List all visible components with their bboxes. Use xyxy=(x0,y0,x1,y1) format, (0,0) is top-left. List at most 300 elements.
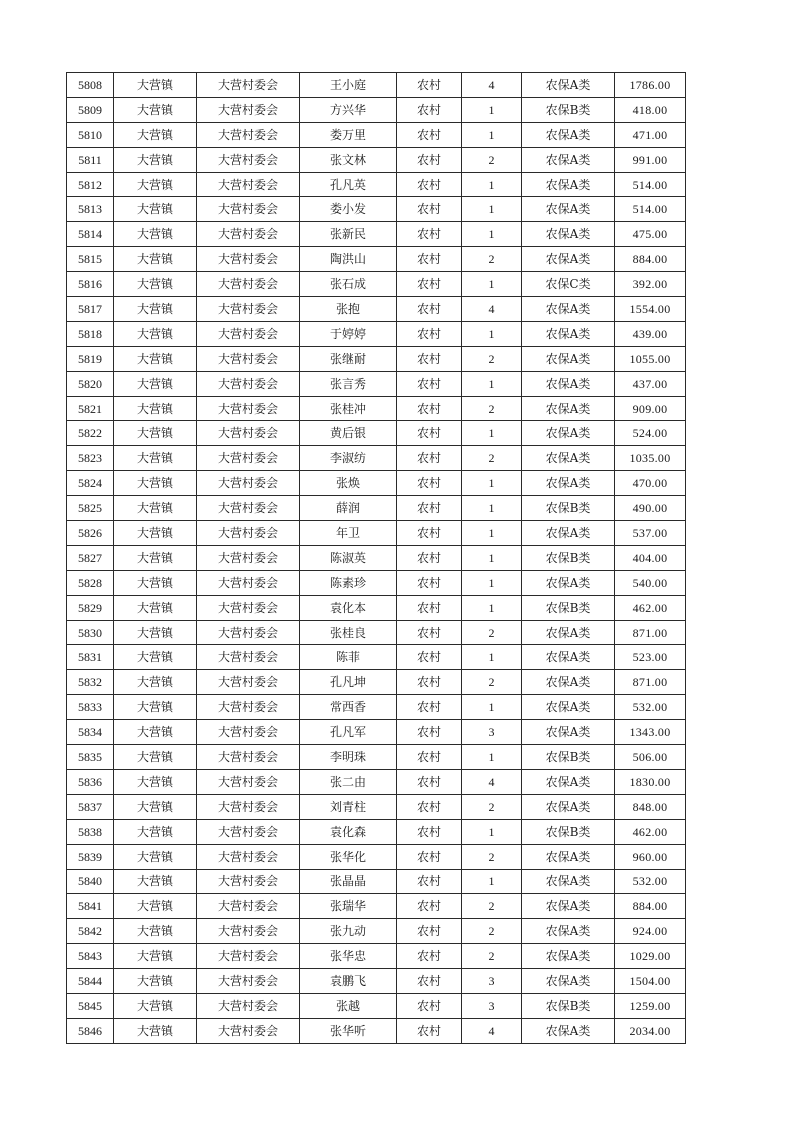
insurance-class-cell: 农保B类 xyxy=(522,819,615,844)
town-cell: 大营镇 xyxy=(114,197,197,222)
town-cell: 大营镇 xyxy=(114,620,197,645)
village-committee-cell: 大营村委会 xyxy=(197,97,300,122)
row-id-cell: 5827 xyxy=(67,545,114,570)
table-row xyxy=(67,819,686,844)
village-committee-cell: 大营村委会 xyxy=(197,595,300,620)
table-row xyxy=(67,745,686,770)
table-row xyxy=(67,247,686,272)
town-cell: 大营镇 xyxy=(114,794,197,819)
household-type-cell: 农村 xyxy=(397,645,462,670)
insurance-class-cell: 农保B类 xyxy=(522,496,615,521)
name-cell: 孔凡坤 xyxy=(300,670,397,695)
town-cell: 大营镇 xyxy=(114,371,197,396)
household-type-cell: 农村 xyxy=(397,222,462,247)
person-count-cell: 2 xyxy=(462,346,522,371)
table-row xyxy=(67,346,686,371)
town-cell: 大营镇 xyxy=(114,321,197,346)
household-type-cell: 农村 xyxy=(397,869,462,894)
household-type-cell: 农村 xyxy=(397,794,462,819)
table-row xyxy=(67,919,686,944)
name-cell: 袁化森 xyxy=(300,819,397,844)
row-id-cell: 5840 xyxy=(67,869,114,894)
household-type-cell: 农村 xyxy=(397,969,462,994)
person-count-cell: 4 xyxy=(462,1018,522,1043)
town-cell: 大营镇 xyxy=(114,446,197,471)
row-id-cell: 5826 xyxy=(67,521,114,546)
amount-cell: 514.00 xyxy=(615,197,686,222)
household-type-cell: 农村 xyxy=(397,844,462,869)
town-cell: 大营镇 xyxy=(114,97,197,122)
village-committee-cell: 大营村委会 xyxy=(197,993,300,1018)
row-id-cell: 5830 xyxy=(67,620,114,645)
village-committee-cell: 大营村委会 xyxy=(197,197,300,222)
village-committee-cell: 大营村委会 xyxy=(197,421,300,446)
household-type-cell: 农村 xyxy=(397,745,462,770)
village-committee-cell: 大营村委会 xyxy=(197,819,300,844)
insurance-class-cell: 农保A类 xyxy=(522,346,615,371)
household-type-cell: 农村 xyxy=(397,819,462,844)
amount-cell: 418.00 xyxy=(615,97,686,122)
town-cell: 大营镇 xyxy=(114,471,197,496)
name-cell: 陈淑英 xyxy=(300,545,397,570)
table-row xyxy=(67,222,686,247)
name-cell: 张华化 xyxy=(300,844,397,869)
row-id-cell: 5821 xyxy=(67,396,114,421)
household-type-cell: 农村 xyxy=(397,346,462,371)
village-committee-cell: 大营村委会 xyxy=(197,446,300,471)
insurance-class-cell: 农保A类 xyxy=(522,894,615,919)
amount-cell: 1055.00 xyxy=(615,346,686,371)
village-committee-cell: 大营村委会 xyxy=(197,894,300,919)
town-cell: 大营镇 xyxy=(114,720,197,745)
village-committee-cell: 大营村委会 xyxy=(197,969,300,994)
town-cell: 大营镇 xyxy=(114,745,197,770)
table-row xyxy=(67,794,686,819)
village-committee-cell: 大营村委会 xyxy=(197,73,300,98)
insurance-class-cell: 农保B类 xyxy=(522,595,615,620)
insurance-class-cell: 农保A类 xyxy=(522,645,615,670)
insurance-class-cell: 农保A类 xyxy=(522,869,615,894)
village-committee-cell: 大营村委会 xyxy=(197,371,300,396)
person-count-cell: 1 xyxy=(462,421,522,446)
table-row xyxy=(67,944,686,969)
household-type-cell: 农村 xyxy=(397,446,462,471)
insurance-class-cell: 农保A类 xyxy=(522,396,615,421)
table-row xyxy=(67,570,686,595)
name-cell: 张焕 xyxy=(300,471,397,496)
name-cell: 袁鹏飞 xyxy=(300,969,397,994)
amount-cell: 909.00 xyxy=(615,396,686,421)
person-count-cell: 2 xyxy=(462,894,522,919)
insurance-class-cell: 农保A类 xyxy=(522,919,615,944)
amount-cell: 514.00 xyxy=(615,172,686,197)
household-type-cell: 农村 xyxy=(397,695,462,720)
amount-cell: 540.00 xyxy=(615,570,686,595)
person-count-cell: 3 xyxy=(462,969,522,994)
name-cell: 李明珠 xyxy=(300,745,397,770)
person-count-cell: 2 xyxy=(462,396,522,421)
amount-cell: 884.00 xyxy=(615,247,686,272)
table-row xyxy=(67,695,686,720)
household-type-cell: 农村 xyxy=(397,944,462,969)
row-id-cell: 5833 xyxy=(67,695,114,720)
person-count-cell: 2 xyxy=(462,620,522,645)
amount-cell: 871.00 xyxy=(615,620,686,645)
insurance-class-cell: 农保B类 xyxy=(522,745,615,770)
amount-cell: 532.00 xyxy=(615,695,686,720)
village-committee-cell: 大营村委会 xyxy=(197,346,300,371)
village-committee-cell: 大营村委会 xyxy=(197,670,300,695)
beneficiary-table xyxy=(66,72,686,1044)
row-id-cell: 5818 xyxy=(67,321,114,346)
name-cell: 张瑞华 xyxy=(300,894,397,919)
village-committee-cell: 大营村委会 xyxy=(197,769,300,794)
person-count-cell: 1 xyxy=(462,819,522,844)
person-count-cell: 1 xyxy=(462,645,522,670)
name-cell: 张越 xyxy=(300,993,397,1018)
insurance-class-cell: 农保A类 xyxy=(522,197,615,222)
town-cell: 大营镇 xyxy=(114,919,197,944)
table-row xyxy=(67,521,686,546)
amount-cell: 1830.00 xyxy=(615,769,686,794)
household-type-cell: 农村 xyxy=(397,97,462,122)
town-cell: 大营镇 xyxy=(114,844,197,869)
amount-cell: 1259.00 xyxy=(615,993,686,1018)
person-count-cell: 2 xyxy=(462,794,522,819)
household-type-cell: 农村 xyxy=(397,147,462,172)
household-type-cell: 农村 xyxy=(397,620,462,645)
name-cell: 张九动 xyxy=(300,919,397,944)
table-row xyxy=(67,471,686,496)
table-row xyxy=(67,869,686,894)
town-cell: 大营镇 xyxy=(114,595,197,620)
insurance-class-cell: 农保A类 xyxy=(522,73,615,98)
row-id-cell: 5842 xyxy=(67,919,114,944)
row-id-cell: 5808 xyxy=(67,73,114,98)
row-id-cell: 5843 xyxy=(67,944,114,969)
household-type-cell: 农村 xyxy=(397,570,462,595)
person-count-cell: 1 xyxy=(462,371,522,396)
table-row xyxy=(67,645,686,670)
table-row xyxy=(67,1018,686,1043)
town-cell: 大营镇 xyxy=(114,521,197,546)
row-id-cell: 5812 xyxy=(67,172,114,197)
amount-cell: 991.00 xyxy=(615,147,686,172)
village-committee-cell: 大营村委会 xyxy=(197,496,300,521)
insurance-class-cell: 农保A类 xyxy=(522,944,615,969)
household-type-cell: 农村 xyxy=(397,421,462,446)
table-row xyxy=(67,446,686,471)
insurance-class-cell: 农保A类 xyxy=(522,720,615,745)
village-committee-cell: 大营村委会 xyxy=(197,720,300,745)
name-cell: 陈素珍 xyxy=(300,570,397,595)
name-cell: 袁化本 xyxy=(300,595,397,620)
household-type-cell: 农村 xyxy=(397,122,462,147)
person-count-cell: 4 xyxy=(462,297,522,322)
amount-cell: 871.00 xyxy=(615,670,686,695)
amount-cell: 524.00 xyxy=(615,421,686,446)
amount-cell: 2034.00 xyxy=(615,1018,686,1043)
amount-cell: 404.00 xyxy=(615,545,686,570)
table-row xyxy=(67,969,686,994)
table-row xyxy=(67,545,686,570)
town-cell: 大营镇 xyxy=(114,172,197,197)
row-id-cell: 5844 xyxy=(67,969,114,994)
table-row xyxy=(67,73,686,98)
row-id-cell: 5841 xyxy=(67,894,114,919)
insurance-class-cell: 农保A类 xyxy=(522,147,615,172)
name-cell: 张文林 xyxy=(300,147,397,172)
village-committee-cell: 大营村委会 xyxy=(197,147,300,172)
town-cell: 大营镇 xyxy=(114,894,197,919)
household-type-cell: 农村 xyxy=(397,894,462,919)
insurance-class-cell: 农保C类 xyxy=(522,272,615,297)
village-committee-cell: 大营村委会 xyxy=(197,844,300,869)
insurance-class-cell: 农保A类 xyxy=(522,969,615,994)
row-id-cell: 5811 xyxy=(67,147,114,172)
amount-cell: 1504.00 xyxy=(615,969,686,994)
row-id-cell: 5832 xyxy=(67,670,114,695)
person-count-cell: 2 xyxy=(462,670,522,695)
household-type-cell: 农村 xyxy=(397,545,462,570)
row-id-cell: 5825 xyxy=(67,496,114,521)
person-count-cell: 1 xyxy=(462,545,522,570)
insurance-class-cell: 农保A类 xyxy=(522,570,615,595)
village-committee-cell: 大营村委会 xyxy=(197,122,300,147)
town-cell: 大营镇 xyxy=(114,944,197,969)
name-cell: 孔凡英 xyxy=(300,172,397,197)
village-committee-cell: 大营村委会 xyxy=(197,172,300,197)
household-type-cell: 农村 xyxy=(397,720,462,745)
amount-cell: 1035.00 xyxy=(615,446,686,471)
village-committee-cell: 大营村委会 xyxy=(197,570,300,595)
town-cell: 大营镇 xyxy=(114,670,197,695)
town-cell: 大营镇 xyxy=(114,396,197,421)
row-id-cell: 5828 xyxy=(67,570,114,595)
town-cell: 大营镇 xyxy=(114,147,197,172)
village-committee-cell: 大营村委会 xyxy=(197,1018,300,1043)
table-row xyxy=(67,421,686,446)
village-committee-cell: 大营村委会 xyxy=(197,794,300,819)
table-row xyxy=(67,321,686,346)
village-committee-cell: 大营村委会 xyxy=(197,521,300,546)
table-row xyxy=(67,371,686,396)
amount-cell: 462.00 xyxy=(615,819,686,844)
row-id-cell: 5834 xyxy=(67,720,114,745)
row-id-cell: 5810 xyxy=(67,122,114,147)
table-row xyxy=(67,720,686,745)
name-cell: 张桂良 xyxy=(300,620,397,645)
town-cell: 大营镇 xyxy=(114,545,197,570)
village-committee-cell: 大营村委会 xyxy=(197,620,300,645)
name-cell: 王小庭 xyxy=(300,73,397,98)
village-committee-cell: 大营村委会 xyxy=(197,944,300,969)
person-count-cell: 1 xyxy=(462,272,522,297)
household-type-cell: 农村 xyxy=(397,670,462,695)
row-id-cell: 5831 xyxy=(67,645,114,670)
household-type-cell: 农村 xyxy=(397,247,462,272)
village-committee-cell: 大营村委会 xyxy=(197,272,300,297)
insurance-class-cell: 农保A类 xyxy=(522,371,615,396)
person-count-cell: 1 xyxy=(462,496,522,521)
household-type-cell: 农村 xyxy=(397,769,462,794)
amount-cell: 437.00 xyxy=(615,371,686,396)
row-id-cell: 5837 xyxy=(67,794,114,819)
table-row xyxy=(67,993,686,1018)
table-row xyxy=(67,122,686,147)
town-cell: 大营镇 xyxy=(114,297,197,322)
amount-cell: 475.00 xyxy=(615,222,686,247)
amount-cell: 523.00 xyxy=(615,645,686,670)
amount-cell: 506.00 xyxy=(615,745,686,770)
village-committee-cell: 大营村委会 xyxy=(197,396,300,421)
row-id-cell: 5823 xyxy=(67,446,114,471)
insurance-class-cell: 农保A类 xyxy=(522,421,615,446)
town-cell: 大营镇 xyxy=(114,645,197,670)
person-count-cell: 1 xyxy=(462,321,522,346)
town-cell: 大营镇 xyxy=(114,819,197,844)
town-cell: 大营镇 xyxy=(114,769,197,794)
name-cell: 张桂冲 xyxy=(300,396,397,421)
name-cell: 孔凡军 xyxy=(300,720,397,745)
table-row xyxy=(67,894,686,919)
row-id-cell: 5845 xyxy=(67,993,114,1018)
town-cell: 大营镇 xyxy=(114,346,197,371)
insurance-class-cell: 农保A类 xyxy=(522,769,615,794)
household-type-cell: 农村 xyxy=(397,396,462,421)
person-count-cell: 2 xyxy=(462,147,522,172)
amount-cell: 960.00 xyxy=(615,844,686,869)
household-type-cell: 农村 xyxy=(397,993,462,1018)
village-committee-cell: 大营村委会 xyxy=(197,545,300,570)
town-cell: 大营镇 xyxy=(114,993,197,1018)
table-row xyxy=(67,297,686,322)
person-count-cell: 3 xyxy=(462,993,522,1018)
person-count-cell: 1 xyxy=(462,869,522,894)
name-cell: 张言秀 xyxy=(300,371,397,396)
person-count-cell: 1 xyxy=(462,97,522,122)
amount-cell: 532.00 xyxy=(615,869,686,894)
person-count-cell: 2 xyxy=(462,247,522,272)
insurance-class-cell: 农保A类 xyxy=(522,122,615,147)
name-cell: 李淑纺 xyxy=(300,446,397,471)
person-count-cell: 2 xyxy=(462,844,522,869)
town-cell: 大营镇 xyxy=(114,570,197,595)
row-id-cell: 5824 xyxy=(67,471,114,496)
town-cell: 大营镇 xyxy=(114,496,197,521)
row-id-cell: 5836 xyxy=(67,769,114,794)
amount-cell: 848.00 xyxy=(615,794,686,819)
name-cell: 常西香 xyxy=(300,695,397,720)
name-cell: 薛润 xyxy=(300,496,397,521)
amount-cell: 439.00 xyxy=(615,321,686,346)
person-count-cell: 4 xyxy=(462,769,522,794)
row-id-cell: 5814 xyxy=(67,222,114,247)
town-cell: 大营镇 xyxy=(114,73,197,98)
row-id-cell: 5829 xyxy=(67,595,114,620)
table-body xyxy=(67,73,686,1044)
table-row xyxy=(67,620,686,645)
table-row xyxy=(67,172,686,197)
row-id-cell: 5816 xyxy=(67,272,114,297)
person-count-cell: 1 xyxy=(462,122,522,147)
town-cell: 大营镇 xyxy=(114,421,197,446)
amount-cell: 490.00 xyxy=(615,496,686,521)
insurance-class-cell: 农保B类 xyxy=(522,993,615,1018)
name-cell: 张晶晶 xyxy=(300,869,397,894)
person-count-cell: 1 xyxy=(462,521,522,546)
village-committee-cell: 大营村委会 xyxy=(197,321,300,346)
person-count-cell: 2 xyxy=(462,944,522,969)
name-cell: 张石成 xyxy=(300,272,397,297)
amount-cell: 471.00 xyxy=(615,122,686,147)
insurance-class-cell: 农保B类 xyxy=(522,545,615,570)
row-id-cell: 5820 xyxy=(67,371,114,396)
insurance-class-cell: 农保A类 xyxy=(522,297,615,322)
household-type-cell: 农村 xyxy=(397,471,462,496)
town-cell: 大营镇 xyxy=(114,695,197,720)
village-committee-cell: 大营村委会 xyxy=(197,471,300,496)
insurance-class-cell: 农保B类 xyxy=(522,97,615,122)
person-count-cell: 1 xyxy=(462,595,522,620)
name-cell: 张新民 xyxy=(300,222,397,247)
person-count-cell: 2 xyxy=(462,919,522,944)
row-id-cell: 5846 xyxy=(67,1018,114,1043)
table-row xyxy=(67,670,686,695)
person-count-cell: 2 xyxy=(462,446,522,471)
row-id-cell: 5839 xyxy=(67,844,114,869)
town-cell: 大营镇 xyxy=(114,869,197,894)
town-cell: 大营镇 xyxy=(114,122,197,147)
name-cell: 张华忠 xyxy=(300,944,397,969)
person-count-cell: 1 xyxy=(462,570,522,595)
insurance-class-cell: 农保A类 xyxy=(522,321,615,346)
row-id-cell: 5819 xyxy=(67,346,114,371)
amount-cell: 537.00 xyxy=(615,521,686,546)
household-type-cell: 农村 xyxy=(397,496,462,521)
insurance-class-cell: 农保A类 xyxy=(522,670,615,695)
village-committee-cell: 大营村委会 xyxy=(197,297,300,322)
amount-cell: 884.00 xyxy=(615,894,686,919)
town-cell: 大营镇 xyxy=(114,222,197,247)
household-type-cell: 农村 xyxy=(397,73,462,98)
row-id-cell: 5809 xyxy=(67,97,114,122)
table-row xyxy=(67,844,686,869)
village-committee-cell: 大营村委会 xyxy=(197,645,300,670)
insurance-class-cell: 农保A类 xyxy=(522,620,615,645)
household-type-cell: 农村 xyxy=(397,1018,462,1043)
name-cell: 方兴华 xyxy=(300,97,397,122)
village-committee-cell: 大营村委会 xyxy=(197,919,300,944)
amount-cell: 462.00 xyxy=(615,595,686,620)
amount-cell: 392.00 xyxy=(615,272,686,297)
insurance-class-cell: 农保A类 xyxy=(522,521,615,546)
person-count-cell: 1 xyxy=(462,172,522,197)
name-cell: 张抱 xyxy=(300,297,397,322)
name-cell: 陶洪山 xyxy=(300,247,397,272)
name-cell: 年卫 xyxy=(300,521,397,546)
town-cell: 大营镇 xyxy=(114,247,197,272)
insurance-class-cell: 农保A类 xyxy=(522,844,615,869)
name-cell: 于婷婷 xyxy=(300,321,397,346)
name-cell: 张华听 xyxy=(300,1018,397,1043)
amount-cell: 1343.00 xyxy=(615,720,686,745)
table-row xyxy=(67,147,686,172)
household-type-cell: 农村 xyxy=(397,272,462,297)
row-id-cell: 5815 xyxy=(67,247,114,272)
person-count-cell: 1 xyxy=(462,695,522,720)
household-type-cell: 农村 xyxy=(397,197,462,222)
